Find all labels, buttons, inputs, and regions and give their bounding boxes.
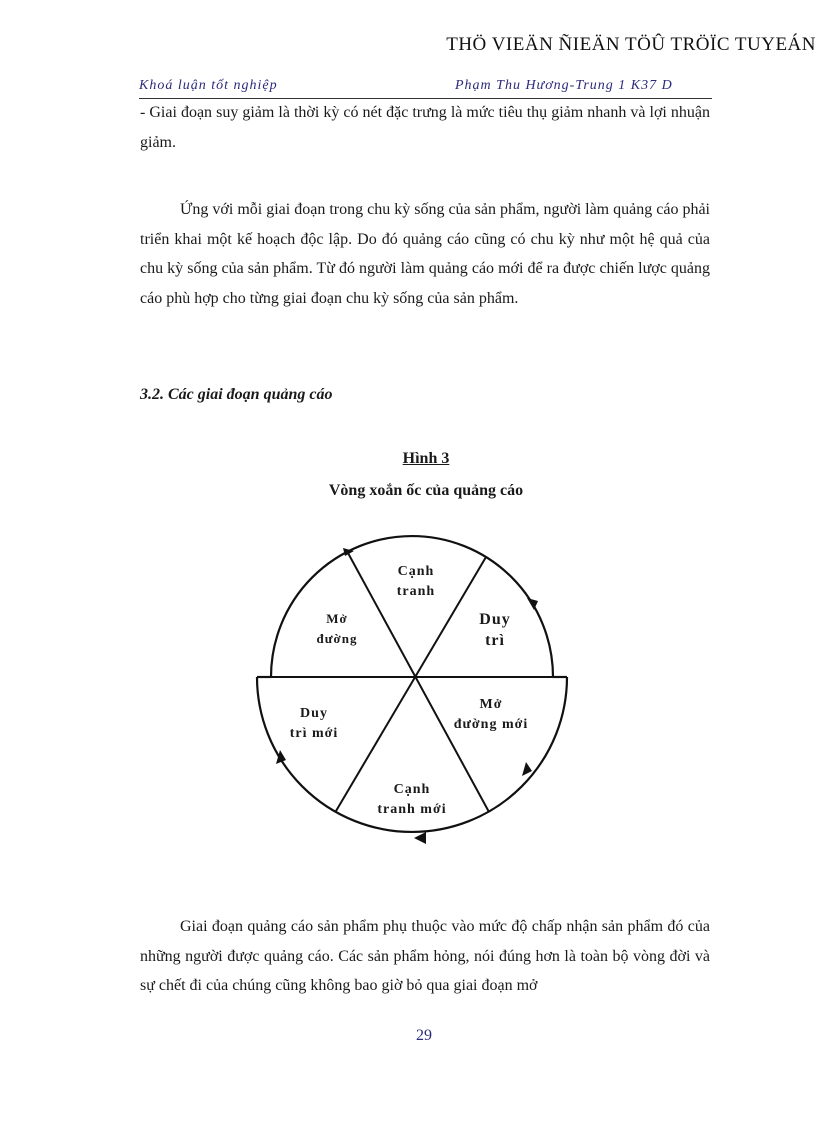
section-heading: 3.2. Các giai đoạn quảng cáo — [140, 386, 333, 403]
watermark-banner: THÖ VIEÄN ÑIEÄN TÖÛ TRÖÏC TUYEÁN — [446, 34, 816, 55]
arrow-right-lower — [522, 762, 532, 776]
paragraph-decline-stage: - Giai đoạn suy giảm là thời kỳ có nét đặc trưng là mức tiêu thụ giảm nhanh và lợi nhuận giảm. — [140, 104, 710, 151]
segment-label-duy-tri: Duy trì — [479, 611, 511, 649]
header-thesis-label: Khoá luận tốt nghiệp — [139, 78, 278, 93]
segment-label-canh-tranh-moi: Cạnh tranh mới — [377, 782, 447, 817]
segment-label-canh-tranh: Cạnh tranh — [396, 564, 436, 599]
segment-label-mo-duong: Mở đường — [316, 611, 358, 646]
paragraph-ad-stages: Giai đoạn quảng cáo sản phẩm phụ thuộc vào mức độ chấp nhận sản phẩm đó của những người được quảng cáo. Các sản phẩm hỏng, nói đúng hơn là toàn bộ vòng đời và sự chết đi của chúng cũng không bao giờ bỏ qua giai đoạn mở — [140, 918, 710, 994]
paragraph-ad-lifecycle: Ứng với mỗi giai đoạn trong chu kỳ sống của sản phẩm, người làm quảng cáo phải triển khai một kế hoạch độc lập. Do đó quảng cáo cũng có chu kỳ như một hệ quả của chu kỳ sống của sản phẩm. Từ đó người làm quảng cáo mới để ra được chiến lược quảng cáo phù hợp cho từng giai đoạn chu kỳ sống của sản phẩm. — [140, 201, 710, 307]
page-number: 29 — [416, 1027, 432, 1044]
figure-number: Hình 3 — [402, 450, 450, 467]
header-author: Phạm Thu Hương-Trung 1 K37 D — [455, 78, 673, 93]
arrow-right-upper — [527, 598, 538, 610]
segment-label-mo-duong-moi: Mở đường mới — [453, 697, 529, 732]
arrow-bottom — [414, 832, 426, 844]
figure-title: Vòng xoắn ốc của quảng cáo — [328, 482, 524, 499]
spiral-upper-arc — [271, 536, 553, 677]
segment-label-duy-tri-moi: Duy trì mới — [289, 706, 339, 741]
